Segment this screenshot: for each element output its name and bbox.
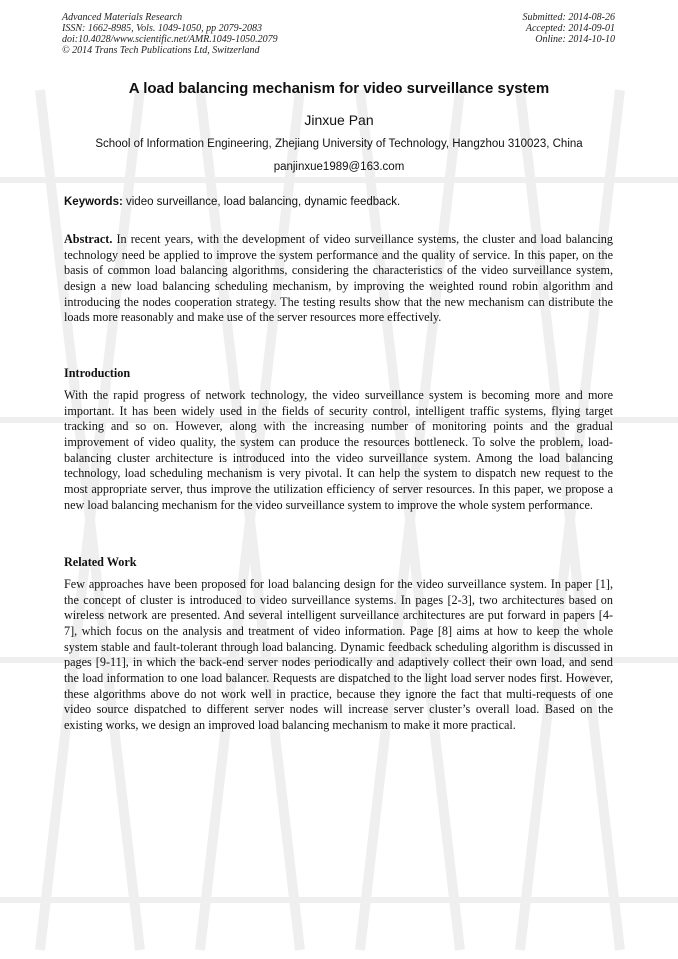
keywords-text: video surveillance, load balancing, dynamic feedback. — [122, 196, 401, 208]
paper-title: A load balancing mechanism for video surveillance system — [128, 80, 550, 97]
author-email: panjinxue1989@163.com — [273, 161, 405, 173]
keywords — [64, 196, 615, 208]
submitted-date: Submitted: 2014-08-26 — [522, 12, 615, 23]
abstract-label: Abstract. — [64, 232, 113, 246]
issn-line: ISSN: 1662-8985, Vols. 1049-1050, pp 2079-2083 — [62, 23, 262, 34]
section-heading-introduction: Introduction — [64, 366, 131, 380]
section-body-introduction: With the rapid progress of network technology, the video surveillance system is becoming more and more important. It has been widely used in the fields of security control, intelligent traffic systems, flying target tracking and so on. However, along with the increasing number of monitoring points and the gradual improvement of video quality, the system can produce the resources bottleneck. To solve the problem, load-balancing cluster architecture is introduced into the video surveillance system. Among the load balancing technology, load scheduling mechanism is very pivotal. It can help the system to dispatch new request to the most appropriate server, thus improve the utilization efficiency of server resources. In this paper, we propose a new load balancing mechanism for the video surveillance system to improve the whole system performance. — [64, 388, 613, 512]
author-name: Jinxue Pan — [304, 112, 374, 128]
abstract — [64, 232, 613, 326]
doi-line: doi:10.4028/www.scientific.net/AMR.1049-1050.2079 — [62, 34, 278, 45]
section-heading-related-work: Related Work — [64, 555, 137, 569]
keywords-label: Keywords: — [64, 196, 123, 208]
author-affiliation: School of Information Engineering, Zhejiang University of Technology, Hangzhou 310023, China — [95, 138, 583, 150]
abstract-text: In recent years, with the development of video surveillance systems, the cluster and load balancing technology need be applied to improve the system performance and the quality of service. In this paper, on the basis of common load balancing algorithms, considering the characteristics of the video surveillance system, design a new load balancing scheduling mechanism, by improving the weighted round robin algorithm and introducing the nodes cooperation strategy. The testing results show that the new mechanism can distribute the loads more reasonably and make use of the server resources more effectively. — [64, 232, 613, 325]
journal-info — [62, 12, 278, 56]
journal-name: Advanced Materials Research — [62, 12, 183, 23]
online-date: Online: 2014-10-10 — [535, 34, 615, 45]
accepted-date: Accepted: 2014-09-01 — [525, 23, 615, 34]
section-body-related-work: Few approaches have been proposed for load balancing design for the video surveillance system. In paper [1], the concept of cluster is introduced to video surveillance systems. In pages [2-3], two architectures based on wireless network are presented. And several intelligent surveillance architectures are put forward in papers [4-7], which focus on the analysis and treatment of video information. Page [8] aims at how to keep the whole system stable and fault-tolerant through load balancing. Dynamic feedback scheduling algorithm is discussed in pages [9-11], in which the back-end server nodes periodically and adaptively collect their own load, and send the load information to one load balancer. Requests are dispatched to the light load server nodes first. However, these algorithms above do not work well in practice, because they ignore the fact that multi-requests of one video source dispatched to different server nodes will increase server cluster’s overall load. Based on the existing works, we design an improved load balancing mechanism to make it more practical. — [64, 577, 613, 732]
copyright-line: © 2014 Trans Tech Publications Ltd, Switzerland — [62, 45, 260, 56]
submission-dates — [523, 12, 616, 45]
